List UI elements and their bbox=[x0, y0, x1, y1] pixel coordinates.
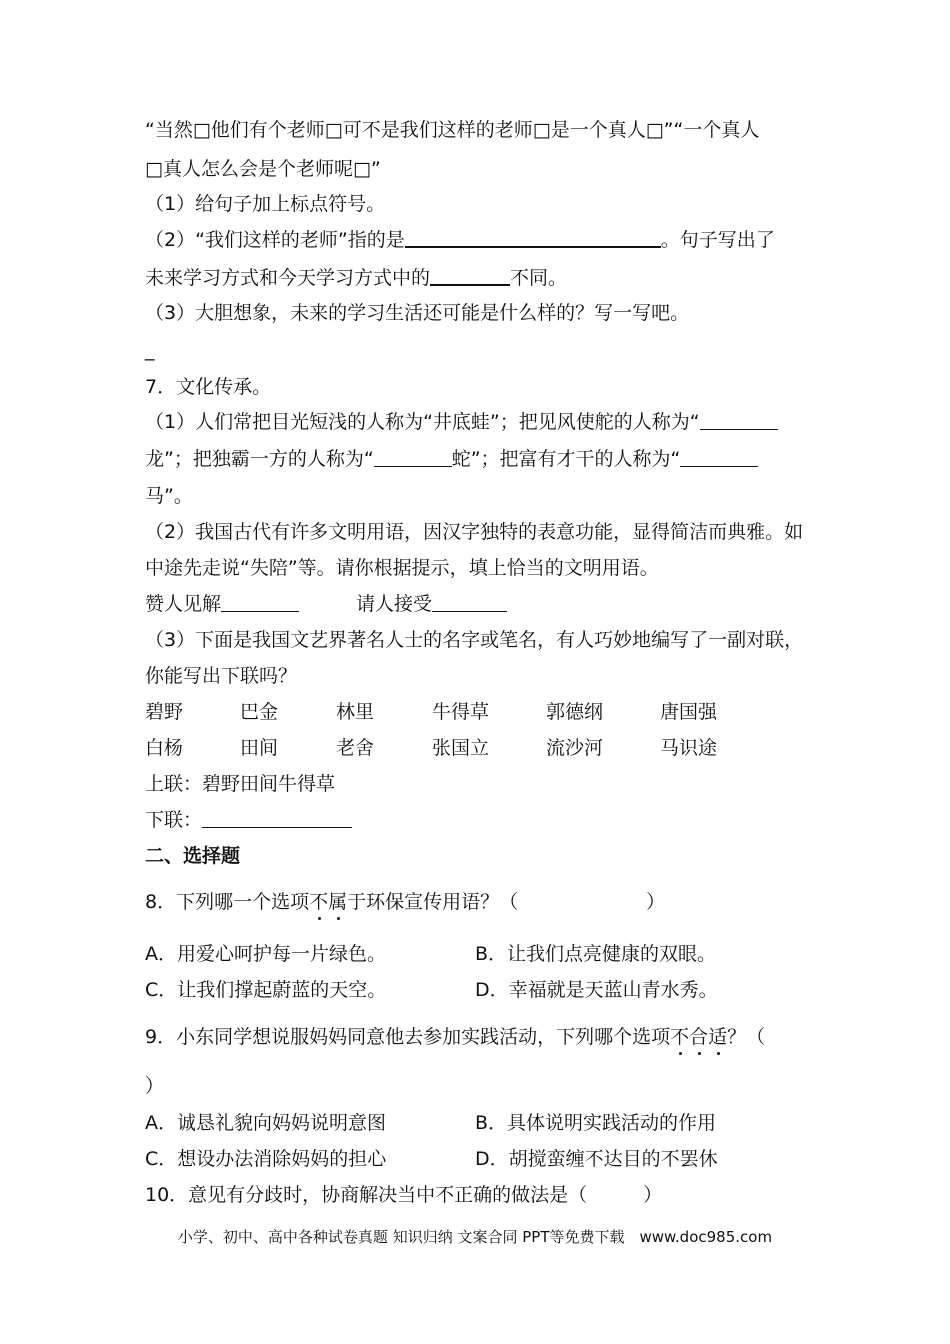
q7-praise-label: 赞人见解 bbox=[145, 593, 222, 615]
name-cell: 张国立 bbox=[432, 737, 490, 759]
q8-stem-a: 8．下列哪一个选项 bbox=[145, 891, 310, 913]
name-cell: 马识途 bbox=[660, 737, 718, 759]
name-cell: 流沙河 bbox=[546, 737, 604, 759]
q6-s2-text-c: 未来学习方式和今天学习方式中的 bbox=[145, 267, 431, 289]
name-cell: 郭德纲 bbox=[546, 701, 604, 723]
name-cell: 唐国强 bbox=[660, 701, 718, 723]
q7-s1-text-b: 龙”；把独霸一方的人称为“ bbox=[145, 448, 374, 470]
q6-s2-text-b: 。句子写出了 bbox=[660, 229, 775, 251]
q7-s1-text-c: 蛇”；把富有才干的人称为“ bbox=[451, 448, 681, 470]
q6-paragraph-line2: □真人怎么会是个老师呢□” bbox=[145, 158, 381, 180]
couplet-lower bbox=[145, 808, 352, 832]
q6-subquestion-1: （1）给句子加上标点符号。 bbox=[145, 193, 386, 215]
q8-option-d[interactable]: D．幸福就是天蓝山青水秀。 bbox=[475, 979, 718, 1001]
q6-answer-blank[interactable]: _ bbox=[145, 339, 155, 361]
q8-stem bbox=[145, 890, 665, 914]
q8-option-a[interactable]: A．用爱心呵护每一片绿色。 bbox=[145, 943, 386, 965]
q7-accept-label: 请人接受 bbox=[356, 593, 433, 615]
q9-option-c[interactable]: C．想设办法消除妈妈的担心 bbox=[145, 1148, 387, 1170]
answer-blank[interactable] bbox=[430, 266, 510, 286]
name-cell: 老舍 bbox=[336, 737, 375, 759]
name-cell: 牛得草 bbox=[432, 701, 490, 723]
q7-accept-phrase bbox=[356, 592, 507, 616]
emphasis-char: 不 bbox=[309, 891, 329, 913]
q6-s2-text-d: 不同。 bbox=[510, 267, 568, 289]
q7-subquestion-1 bbox=[145, 410, 778, 434]
couplet-upper: 上联：碧野田间牛得草 bbox=[145, 773, 336, 795]
q7-subquestion-1-cont bbox=[145, 447, 758, 471]
name-cell: 巴金 bbox=[240, 701, 279, 723]
name-cell: 碧野 bbox=[145, 701, 184, 723]
couplet-lower-label: 下联： bbox=[145, 809, 203, 831]
emphasis-char: 属 bbox=[328, 891, 348, 913]
q10-stem-end: ） bbox=[643, 1184, 663, 1206]
name-cell: 田间 bbox=[240, 737, 279, 759]
answer-blank[interactable] bbox=[432, 593, 507, 612]
answer-blank[interactable] bbox=[680, 448, 758, 467]
q6-paragraph-line1: “当然□他们有个老师□可不是我们这样的老师□是一个真人□”“一个真人 bbox=[145, 119, 760, 141]
q7-subquestion-3: （3）下面是我国文艺界著名人士的名字或笔名，有人巧妙地编写了一副对联， bbox=[145, 629, 804, 651]
q7-subquestion-2: （2）我国古代有许多文明用语，因汉字独特的表意功能，显得简洁而典雅。如 bbox=[145, 521, 804, 543]
q6-s2-text-a: （2）“我们这样的老师”指的是 bbox=[145, 229, 405, 251]
q10-stem-text: 10．意见有分歧时，协商解决当中不正确的做法是（ bbox=[145, 1184, 588, 1206]
emphasis-char: 适 bbox=[708, 1026, 728, 1048]
q7-s1-text-d: 马”。 bbox=[145, 485, 193, 507]
q9-option-a[interactable]: A．诚恳礼貌向妈妈说明意图 bbox=[145, 1112, 386, 1134]
q9-stem-b: ？（ bbox=[727, 1026, 766, 1048]
name-cell: 白杨 bbox=[145, 737, 184, 759]
q9-stem bbox=[145, 1025, 765, 1049]
q10-stem bbox=[145, 1183, 662, 1207]
answer-blank[interactable] bbox=[700, 411, 778, 430]
answer-blank[interactable] bbox=[221, 593, 299, 612]
q9-stem-a: 9．小东同学想说服妈妈同意他去参加实践活动，下列哪个选项 bbox=[145, 1026, 671, 1048]
page-footer: 小学、初中、高中各种试卷真题 知识归纳 文案合同 PPT等免费下载 www.doc985.com bbox=[177, 1228, 773, 1246]
emphasis-char: 合 bbox=[689, 1026, 709, 1048]
q8-stem-c: ） bbox=[646, 891, 666, 913]
q8-option-c[interactable]: C．让我们撑起蔚蓝的天空。 bbox=[145, 979, 387, 1001]
q7-s1-text-a: （1）人们常把目光短浅的人称为“井底蛙”；把见风使舵的人称为“ bbox=[145, 411, 700, 433]
answer-blank[interactable] bbox=[374, 448, 452, 467]
q8-stem-b: 于环保宣传用语？（ bbox=[347, 891, 519, 913]
name-cell: 林里 bbox=[336, 701, 375, 723]
q9-stem-close: ） bbox=[145, 1075, 165, 1097]
q7-subquestion-2-cont: 中途先走说“失陪”等。请你根据提示，填上恰当的文明用语。 bbox=[145, 557, 659, 579]
q6-subquestion-2-cont bbox=[145, 266, 567, 290]
q7-polite-phrases bbox=[145, 592, 299, 616]
q8-option-b[interactable]: B．让我们点亮健康的双眼。 bbox=[475, 943, 717, 965]
q6-subquestion-2 bbox=[145, 228, 775, 252]
q7-title: 7．文化传承。 bbox=[145, 376, 272, 398]
q6-subquestion-3: （3）大胆想象，未来的学习生活还可能是什么样的？写一写吧。 bbox=[145, 302, 690, 324]
section-heading: 二、选择题 bbox=[145, 845, 241, 867]
answer-blank[interactable] bbox=[405, 228, 661, 248]
q7-subquestion-3-cont: 你能写出下联吗？ bbox=[145, 665, 298, 687]
q9-option-d[interactable]: D．胡搅蛮缠不达目的不罢休 bbox=[475, 1148, 718, 1170]
answer-blank[interactable] bbox=[202, 809, 352, 828]
q9-option-b[interactable]: B．具体说明实践活动的作用 bbox=[475, 1112, 717, 1134]
emphasis-char: 不 bbox=[670, 1026, 690, 1048]
